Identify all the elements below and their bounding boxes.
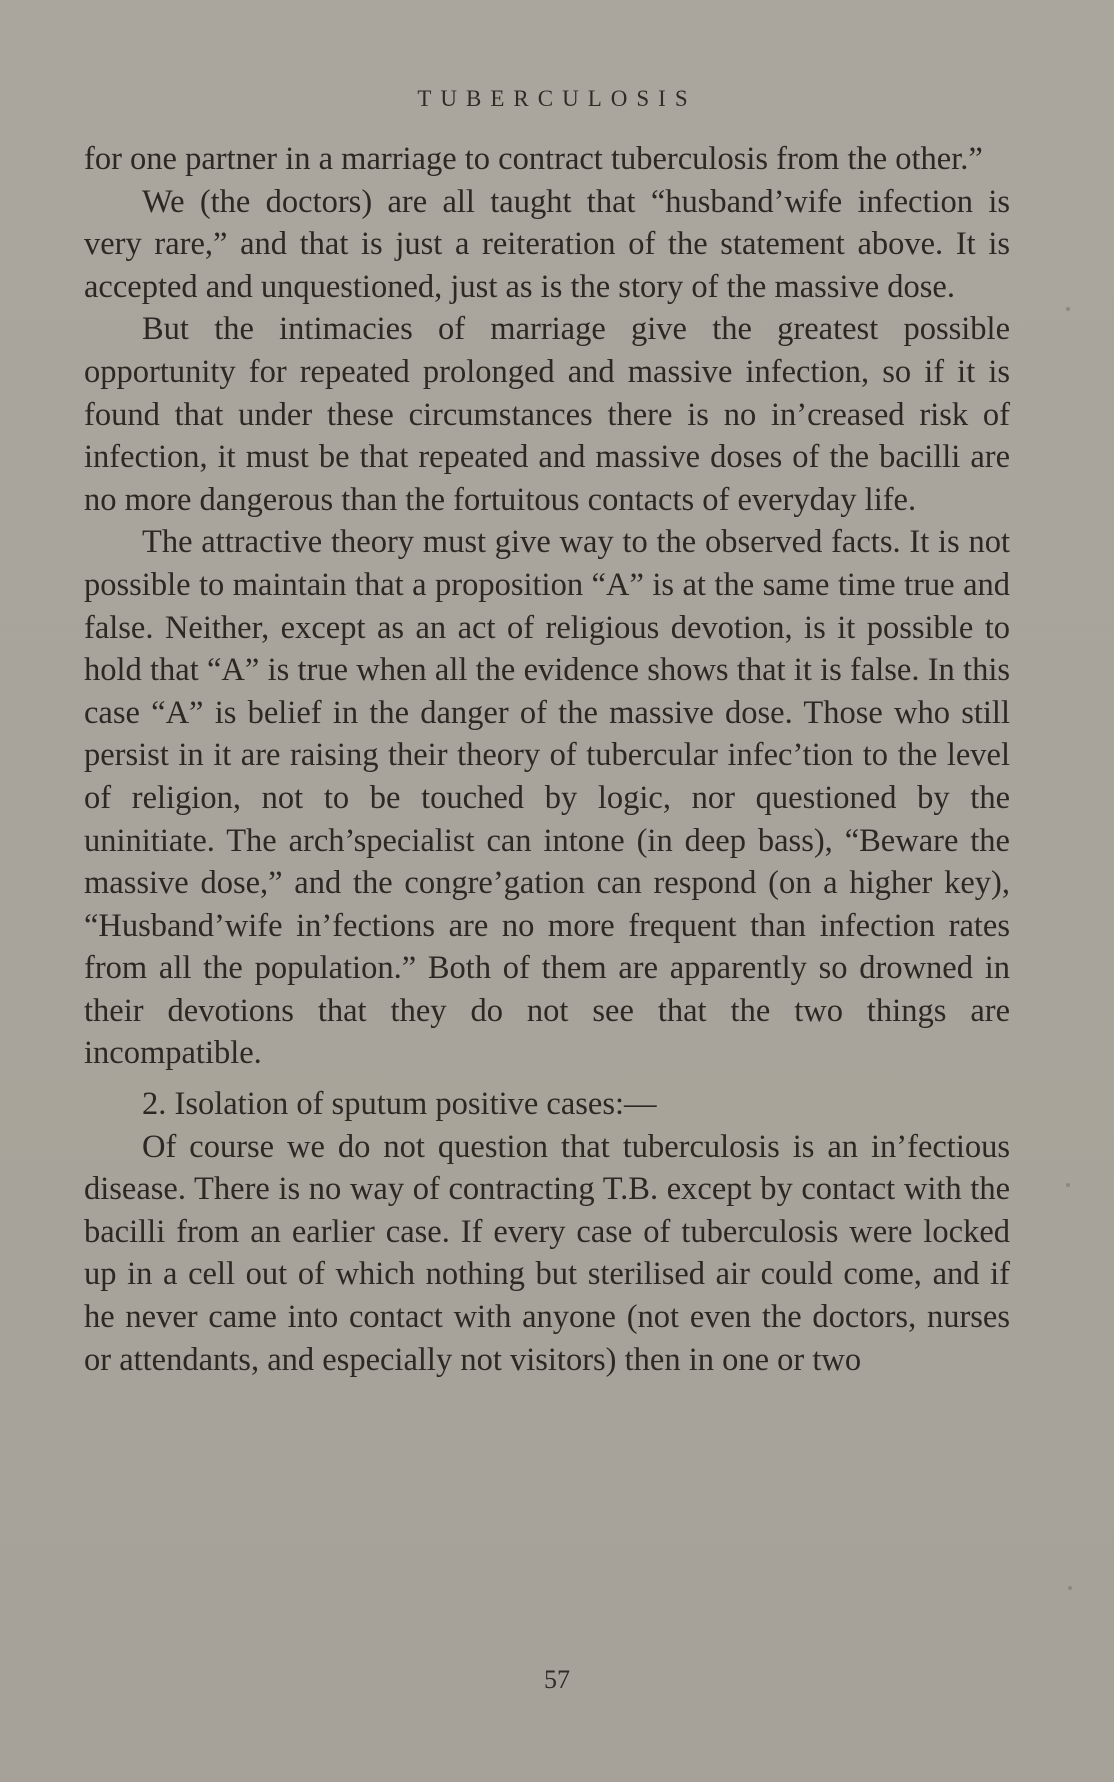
paper-speck: [1066, 307, 1070, 311]
paragraph-2: We (the doctors) are all taught that “husband’wife infection is very rare,” and that is just a reiteration of the statement above. It is accepted and unquestioned, just as is the story of the massive dose.: [84, 183, 1010, 305]
paragraph-6: Of course we do not question that tuberculosis is an in’fectious disease. There is no way of contracting T.B. except by contact with the bacilli from an earlier case. If every case of tuberculosis were locked up in a cell out of which nothing but sterilised air could come, and if he never came into contact with anyone (not even the doctors, nurses or attendants, and especially not visitors) then in one or two: [84, 1128, 1010, 1378]
running-head: TUBERCULOSIS: [417, 86, 697, 111]
paper-speck: [1068, 1586, 1072, 1590]
paragraph-4: The attractive theory must give way to the observed facts. It is not possible to maintain that a proposition “A” is at the same time true and false. Neither, except as an act of religious devotion, is it possible to hold that “A” is true when all the evidence shows that it is false. In this case “A” is belief in the danger of the massive dose. Those who still persist in it are raising their theory of tubercular infec’tion to the level of religion, not to be touched by logic, nor questioned by the uninitiate. The arch’specialist can intone (in deep bass), “Beware the massive dose,” and the congre’gation can respond (on a higher key), “Husband’wife in’fections are no more frequent than infection rates from all the population.” Both of them are apparently so drowned in their devotions that they do not see that the two things are incompatible.: [84, 524, 1010, 1072]
page-number: 57: [544, 1665, 570, 1694]
body-text: [84, 138, 1010, 1381]
paper-speck: [1066, 1183, 1070, 1187]
paragraph-1: for one partner in a marriage to contract tuberculosis from the other.”: [84, 141, 983, 177]
paragraph-3: But the intimacies of marriage give the greatest possible opportunity for repeated prolonged and massive infection, so if it is found that under these circumstances there is no in’creased risk of infection, it must be that repeated and massive doses of the bacilli are no more dangerous than the fortuitous contacts of everyday life.: [84, 311, 1010, 518]
section-heading-isolation: 2. Isolation of sputum positive cases:—: [142, 1086, 657, 1123]
